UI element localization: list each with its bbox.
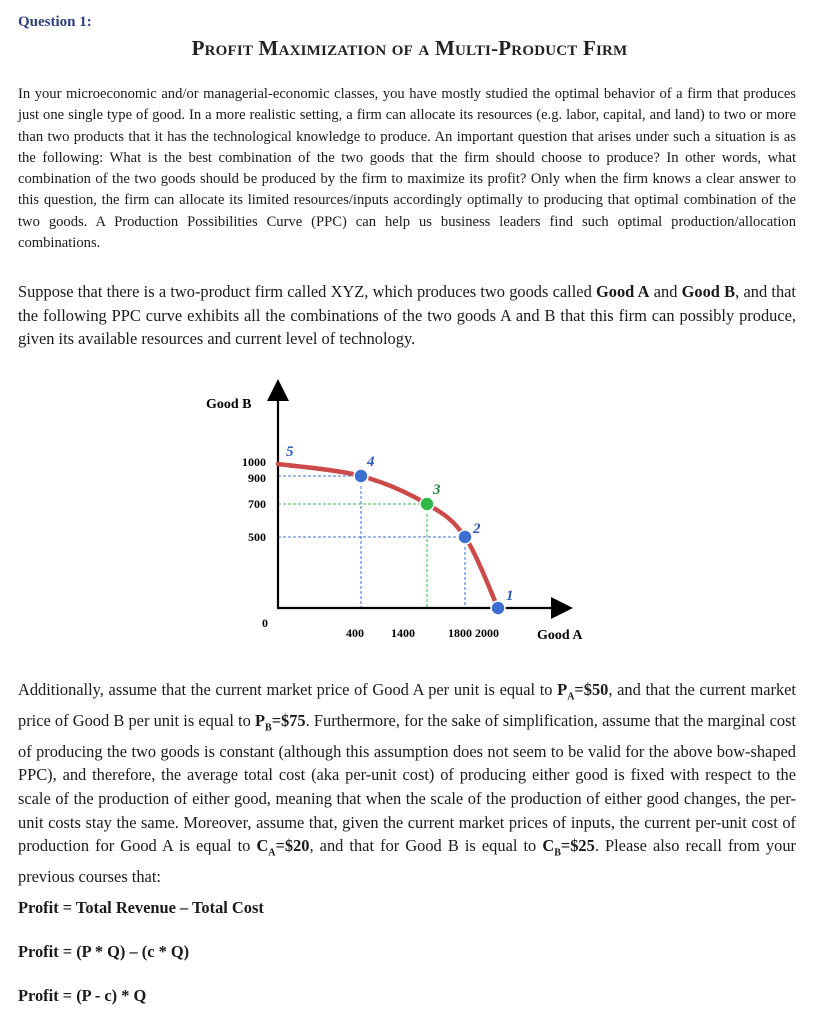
y-axis-label: Good B [206,397,252,412]
cost-a [256,836,310,859]
formula-profit-simplified: Profit = (P - c) * Q [18,986,147,1005]
ppc-point-label: 1 [506,588,514,604]
formula-profit-expanded: Profit = (P * Q) – (c * Q) [18,942,190,961]
prices-text-3: . Furthermore, for the sake of simplification, assume that the marginal cost of producing the two goods is constant (although this assumption does not seem to be valid for the above bow-shaped PPC), and therefore, the average total cost (aka per-unit cost) of producing either good is fixed with respect to the scale of the production of either good, meaning that when the scale of the production of either good changes, the per-unit costs stay the same. Moreover, assume that, given the current market prices of inputs, the current per-unit cost of production for Good A is equal to [18,710,796,856]
price-a [557,680,609,703]
good-b-label: Good B [681,282,736,301]
x-tick-label: 400 [346,626,364,640]
price-a-subscript: A [567,691,575,703]
price-a-value: =$50 [574,680,609,699]
question-label: Question 1: [18,14,92,30]
prices-text-1: Additionally, assume that the current market price of Good A per unit is equal to [18,680,558,699]
origin-label: 0 [262,616,268,630]
price-b-value: =$75 [271,710,306,730]
ppc-point-label: 3 [433,482,441,498]
intro-paragraph: In your microeconomic and/or managerial-economic classes, you have mostly studied the optimal behavior of a firm that produces just one single type of good. In a more realistic setting, a firm can allocate its resources (e.g. labor, capital, and land) to two or more than two products that it has the technological knowledge to produce. An important question that arises under such a situation is as the following: What is the best combination of the two goods that the firm should choose to produce? In other words, what combination of the two goods should be produced by the firm to maximize its profit? Only when the firm knows a clear answer to this question, the firm can allocate its limited resources/inputs accordingly optimally to producing that optimal combination of the two goods. A Production Possibilities Curve (PPC) can help us business leaders find such optimal production/allocation combinations. [18,86,796,252]
ppc-point-1 [491,601,505,615]
ppc-text-2: and [649,282,682,301]
price-a-symbol: P [557,680,568,699]
cost-b-symbol: C [542,836,555,856]
page-title: Profit Maximization of a Multi-Product Firm [191,36,628,60]
y-tick-label: 900 [248,471,266,485]
ppc-point-label: 2 [473,521,481,537]
prices-text-4: , and that for Good B is equal to [309,836,543,856]
price-b-symbol: P [255,710,266,730]
ppc-text-3: , and that the following PPC curve exhibits all the combinations of the two goods A and B that this firm can possibly produce, given its available resources and current level of technology. [18,282,796,349]
ppc-text-1: Suppose that there is a two-product firm called XYZ, which produces two goods called [18,282,597,301]
prices-paragraph [18,678,796,889]
ppc-point-4 [354,469,368,483]
cost-a-value: =$20 [275,836,310,856]
y-tick-label: 500 [248,530,266,544]
cost-b-subscript: B [554,847,561,859]
formula-profit-definition: Profit = Total Revenue – Total Cost [18,898,264,917]
prices-text-5: . Please also recall from your previous courses that: [18,836,796,886]
good-a-label: Good A [596,282,650,301]
cost-a-symbol: C [256,836,269,856]
prices-text-2: , and that the current market price of Good B per unit is equal to [18,680,796,730]
ppc-point-label: 4 [367,454,375,470]
price-b [255,710,306,734]
ppc-point-3 [420,497,434,511]
y-tick-label: 1000 [242,455,266,469]
cost-b [542,836,595,859]
cost-a-subscript: A [268,847,276,859]
cost-b-value: =$25 [560,836,595,856]
y-tick-label: 700 [248,497,266,511]
ppc-point-label: 5 [286,444,294,460]
x-tick-label: 1800 2000 [448,626,499,640]
ppc-paragraph [18,280,796,351]
x-tick-label: 1400 [391,626,415,640]
x-axis-label: Good A [537,628,583,643]
ppc-point-2 [458,530,472,544]
price-b-subscript: B [265,722,272,734]
ppc-chart [190,384,610,649]
